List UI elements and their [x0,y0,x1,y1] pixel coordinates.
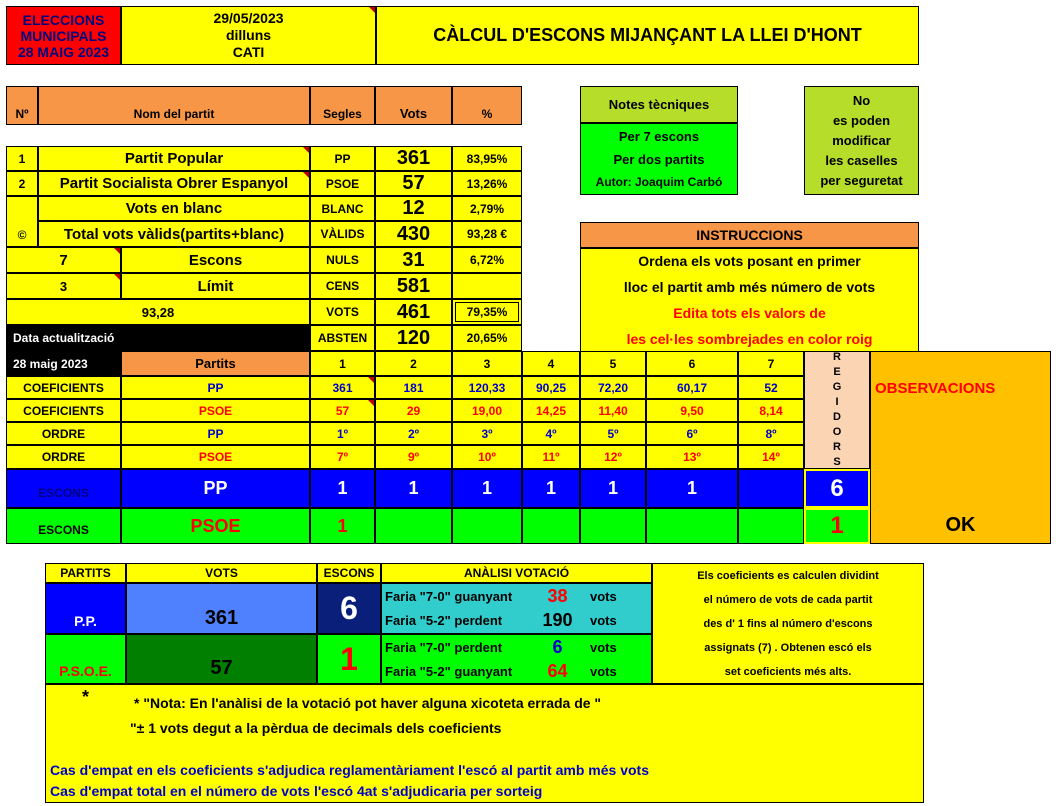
weekday: dilluns [225,27,272,43]
seats-psoe-party: PSOE [121,508,310,544]
bottom-pp-votes: 361 [126,583,317,634]
coef-col-header: 3 [452,351,522,376]
notes-title: Notes tècniques [580,86,738,123]
analysis-row: Faria "5-2" perdent 190 vots [385,610,617,631]
coef-row-party: PSOE [121,445,310,469]
seat-mark [375,508,452,544]
blank-acronym: BLANC [310,196,375,221]
security-note: No es poden modificar les caselles per seguretat [804,86,919,195]
coef-cell: 3º [452,422,522,445]
null-acronym: NULS [310,247,375,273]
seat-mark: 1 [522,469,580,508]
null-votes[interactable]: 31 [375,247,452,273]
regidors-letter: O [832,426,842,438]
coef-cell: 52 [738,376,804,399]
coef-row-party: PP [121,422,310,445]
coef-cell: 90,25 [522,376,580,399]
analysis-row: Faria "5-2" guanyant 64 vots [385,660,617,681]
observations-label: OBSERVACIONS [875,380,996,397]
note-line-1: * "Nota: En l'anàlisi de la votació pot haver alguna xicoteta errada de " [134,695,602,711]
null-pct: 6,72% [452,247,522,273]
notes-footer [45,684,924,803]
bottom-header-seats: ESCONS [317,563,381,583]
seat-mark: 1 [310,508,375,544]
abstention-acronym: ABSTEN [310,325,375,351]
seat-mark [738,469,804,508]
date-box [121,6,376,65]
ok-status: OK [870,508,1051,544]
turnout-pct[interactable]: 79,35% [452,299,522,325]
blank-pct: 2,79% [452,196,522,221]
coef-cell: 10º [452,445,522,469]
coef-cell: 11º [522,445,580,469]
bottom-header-analysis: ANÀLISI VOTACIÓ [381,563,652,583]
update-date: 28 maig 2023 [6,351,121,376]
regidors-letter: E [833,366,841,378]
copyright-cell: © [6,196,38,247]
partits-header: Partits [121,351,310,376]
coef-col-header: 7 [738,351,804,376]
limit-label: Límit [121,273,310,299]
coef-cell: 120,33 [452,376,522,399]
row2-acronym[interactable]: PSOE [310,171,375,196]
coef-col-header: 2 [375,351,452,376]
row2-votes[interactable]: 57 [375,171,452,196]
limit-value[interactable]: 3 [6,273,121,299]
bottom-psoe-votes: 57 [126,634,317,684]
header-votes: Vots [375,86,452,125]
instructions-body: Ordena els vots posant en primer lloc el partit amb més número de vots Edita tots els valors de les cel·les sombrejades en color roig [580,248,919,352]
coef-cell: 181 [375,376,452,399]
analysis-psoe-box [381,634,652,684]
total-votes: 461 [375,299,452,325]
note-line-2: "± 1 vots degut a la pèrdua de decimals dels coeficients [130,720,502,736]
valid-votes: 430 [375,221,452,247]
seats-label: Escons [121,247,310,273]
coef-cell: 7º [310,445,375,469]
coef-cell: 8,14 [738,399,804,422]
coef-cell: 6º [646,422,738,445]
coef-cell: 13º [646,445,738,469]
coef-col-header: 5 [580,351,646,376]
coef-row-label: ORDRE [6,445,121,469]
row2-num: 2 [6,171,38,196]
coef-cell: 11,40 [580,399,646,422]
regidors-letter: R [833,441,841,453]
seats-pp-label: ESCONS [6,469,121,508]
coef-cell: 29 [375,399,452,422]
coef-col-header: 6 [646,351,738,376]
header-pct: % [452,86,522,125]
town: CATI [232,44,265,60]
election-line-1: ELECCIONS [22,11,105,28]
coef-col-header: 4 [522,351,580,376]
census-acronym: CENS [310,273,375,299]
analysis-row: Faria "7-0" guanyant 38 vots [385,585,617,606]
coef-row-party: PSOE [121,399,310,422]
analysis-pp-box [381,583,652,634]
bottom-pp-seats: 6 [317,583,381,634]
row2-party-name[interactable]: Partit Socialista Obrer Espanyol [38,171,310,196]
bottom-header-parties: PARTITS [45,563,126,583]
coef-cell: 9º [375,445,452,469]
coef-cell: 1º [310,422,375,445]
seats-psoe-label: ESCONS [6,508,121,544]
census-votes[interactable]: 581 [375,273,452,299]
election-badge [6,6,121,65]
regidors-letter: S [833,456,841,468]
regidors-letter: I [835,396,839,408]
date-value: 29/05/2023 [213,10,284,26]
coef-cell: 57 [310,399,375,422]
blank-label: Vots en blanc [38,196,310,221]
valid-pct-value: 93,28 [6,299,310,325]
coef-row-label: COEFICIENTS [6,399,121,422]
election-line-3: 28 MAIG 2023 [17,43,110,60]
seat-mark [452,508,522,544]
seat-mark [522,508,580,544]
regidors-label [804,351,870,469]
notes-box [580,123,738,195]
tie-line-1: Cas d'empat en els coeficients s'adjudica reglamentàriament l'escó al partit amb més vots [50,762,649,778]
seat-mark [580,508,646,544]
seats-pp-party: PP [121,469,310,508]
coef-cell: 361 [310,376,375,399]
asterisk: * [82,687,90,707]
bottom-psoe-name: P.S.O.E. [45,634,126,684]
coef-cell: 5º [580,422,646,445]
bottom-pp-name: P.P. [45,583,126,634]
coef-cell: 14,25 [522,399,580,422]
header-num: Nº [6,86,38,125]
coef-cell: 14º [738,445,804,469]
election-line-2: MUNICIPALS [20,27,107,44]
coef-row-party: PP [121,376,310,399]
coef-cell: 4º [522,422,580,445]
abstention-pct: 20,65% [452,325,522,351]
coef-cell: 8º [738,422,804,445]
seats-pp-total: 6 [804,469,870,508]
abstention-votes: 120 [375,325,452,351]
explanation-box: Els coeficients es calculen dividint el número de vots de cada partit des d' 1 fins al número d'escons assignats (7) . Obtenen escó els set coeficients més alts. [652,563,924,684]
bottom-psoe-seats: 1 [317,634,381,684]
tie-line-2: Cas d'empat total en el número de vots l'escó 4at s'adjudicaria per sorteig [50,783,543,799]
valid-label: Total vots vàlids(partits+blanc) [38,221,310,247]
blank-votes[interactable]: 12 [375,196,452,221]
coef-cell: 12º [580,445,646,469]
seat-mark: 1 [375,469,452,508]
coef-row-label: ORDRE [6,422,121,445]
census-pct [452,273,522,299]
seat-mark: 1 [580,469,646,508]
seat-mark: 1 [310,469,375,508]
valid-acronym: VÀLIDS [310,221,375,247]
seats-value[interactable]: 7 [6,247,121,273]
notes-line-3: Autor: Joaquim Carbó [595,174,723,189]
seat-mark [646,508,738,544]
regidors-letter: D [833,411,841,423]
row1-party-name[interactable]: Partit Popular [38,146,310,171]
coef-cell: 2º [375,422,452,445]
update-label: Data actualització [6,325,310,351]
coef-cell: 9,50 [646,399,738,422]
seat-mark [738,508,804,544]
regidors-letter: G [832,381,842,393]
row1-pct: 83,95% [452,146,522,171]
instructions-title: INSTRUCCIONS [580,222,919,248]
notes-line-1: Per 7 escons [618,128,700,144]
row2-pct: 13,26% [452,171,522,196]
header-party-name: Nom del partit [38,86,310,125]
seat-mark: 1 [646,469,738,508]
bottom-header-votes: VOTS [126,563,317,583]
valid-pct: 93,28 € [452,221,522,247]
seats-psoe-total: 1 [804,508,870,544]
page-title: CÀLCUL D'ESCONS MIJANÇANT LA LLEI D'HONT [376,6,919,65]
coef-cell: 72,20 [580,376,646,399]
analysis-row: Faria "7-0" perdent 6 vots [385,636,617,657]
coef-row-label: COEFICIENTS [6,376,121,399]
row1-acronym[interactable]: PP [310,146,375,171]
seat-mark: 1 [452,469,522,508]
coef-cell: 19,00 [452,399,522,422]
row1-num: 1 [6,146,38,171]
regidors-letter: R [833,351,841,363]
header-acronym: Segles [310,86,375,125]
notes-line-2: Per dos partits [613,151,705,167]
row1-votes[interactable]: 361 [375,146,452,171]
total-votes-acronym: VOTS [310,299,375,325]
coef-cell: 60,17 [646,376,738,399]
coef-col-header: 1 [310,351,375,376]
